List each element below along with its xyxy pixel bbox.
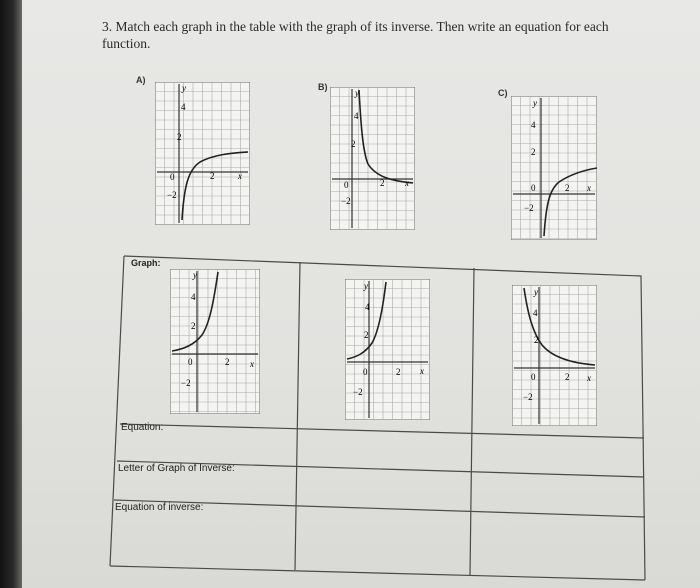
choice-a-label: A) (136, 75, 146, 85)
y-axis-label: y (364, 281, 368, 291)
tick-neg2: −2 (353, 387, 363, 397)
tick-2: 2 (534, 335, 539, 345)
tick-neg2: −2 (341, 196, 351, 206)
x-axis-label: x (420, 366, 424, 376)
tick-x2: 2 (210, 171, 215, 181)
tick-x2: 2 (380, 178, 385, 188)
inverse-cell-3[interactable] (472, 515, 640, 570)
table-graph-2 (345, 279, 430, 420)
tick-neg2: −2 (167, 190, 177, 200)
inverse-cell-2[interactable] (296, 508, 464, 563)
inverse-cell-1[interactable] (116, 518, 288, 558)
choice-c-label: C) (498, 88, 508, 98)
letter-cell-1[interactable] (120, 478, 290, 498)
y-axis-label: y (182, 83, 186, 93)
tick-4: 4 (365, 302, 370, 312)
equation-row-label: Equation: (121, 422, 164, 433)
tick-2: 2 (364, 330, 369, 340)
x-axis-label: x (587, 183, 591, 193)
x-axis-label: x (587, 373, 591, 383)
tick-2: 2 (351, 139, 356, 149)
origin-label: 0 (344, 180, 349, 190)
graph-svg (345, 279, 430, 420)
tick-x2: 2 (565, 183, 570, 193)
tick-2: 2 (191, 321, 196, 331)
origin-label: 0 (188, 357, 193, 367)
letter-row-label: Letter of Graph of Inverse: (118, 463, 235, 474)
tick-neg2: −2 (524, 203, 534, 213)
y-axis-label: y (355, 88, 359, 98)
table-graph-3 (512, 285, 597, 426)
choice-b-label: B) (318, 82, 328, 92)
tick-2: 2 (177, 132, 182, 142)
letter-cell-2[interactable] (298, 468, 466, 498)
graph-svg (512, 285, 597, 426)
tick-x2: 2 (565, 372, 570, 382)
graph-svg (170, 269, 260, 414)
question-body: Match each graph in the table with the graph of its inverse. Then write an equation for each function. (102, 19, 609, 51)
tick-x2: 2 (396, 367, 401, 377)
tick-2: 2 (531, 147, 536, 157)
graph-row-label: Graph: (131, 258, 161, 268)
origin-label: 0 (531, 183, 536, 193)
tick-4: 4 (531, 120, 536, 130)
question-number: 3. (102, 19, 113, 34)
x-axis-label: x (405, 178, 409, 188)
tick-4: 4 (191, 292, 196, 302)
origin-label: 0 (363, 367, 368, 377)
inverse-row-label: Equation of inverse: (115, 502, 204, 513)
equation-cell-2[interactable] (300, 428, 468, 458)
y-axis-label: y (193, 270, 197, 280)
origin-label: 0 (531, 372, 536, 382)
equation-cell-1[interactable] (122, 434, 292, 458)
letter-cell-3[interactable] (472, 474, 638, 504)
tick-4: 4 (181, 102, 186, 112)
tick-neg2: −2 (523, 392, 533, 402)
x-axis-label: x (238, 171, 242, 181)
tick-4: 4 (533, 308, 538, 318)
tick-4: 4 (354, 111, 359, 121)
y-axis-label: y (533, 98, 537, 108)
tick-neg2: −2 (181, 378, 191, 388)
tick-x2: 2 (225, 357, 230, 367)
table-graph-1 (170, 269, 260, 414)
x-axis-label: x (250, 359, 254, 369)
origin-label: 0 (170, 172, 175, 182)
y-axis-label: y (534, 287, 538, 297)
equation-cell-3[interactable] (474, 433, 640, 463)
